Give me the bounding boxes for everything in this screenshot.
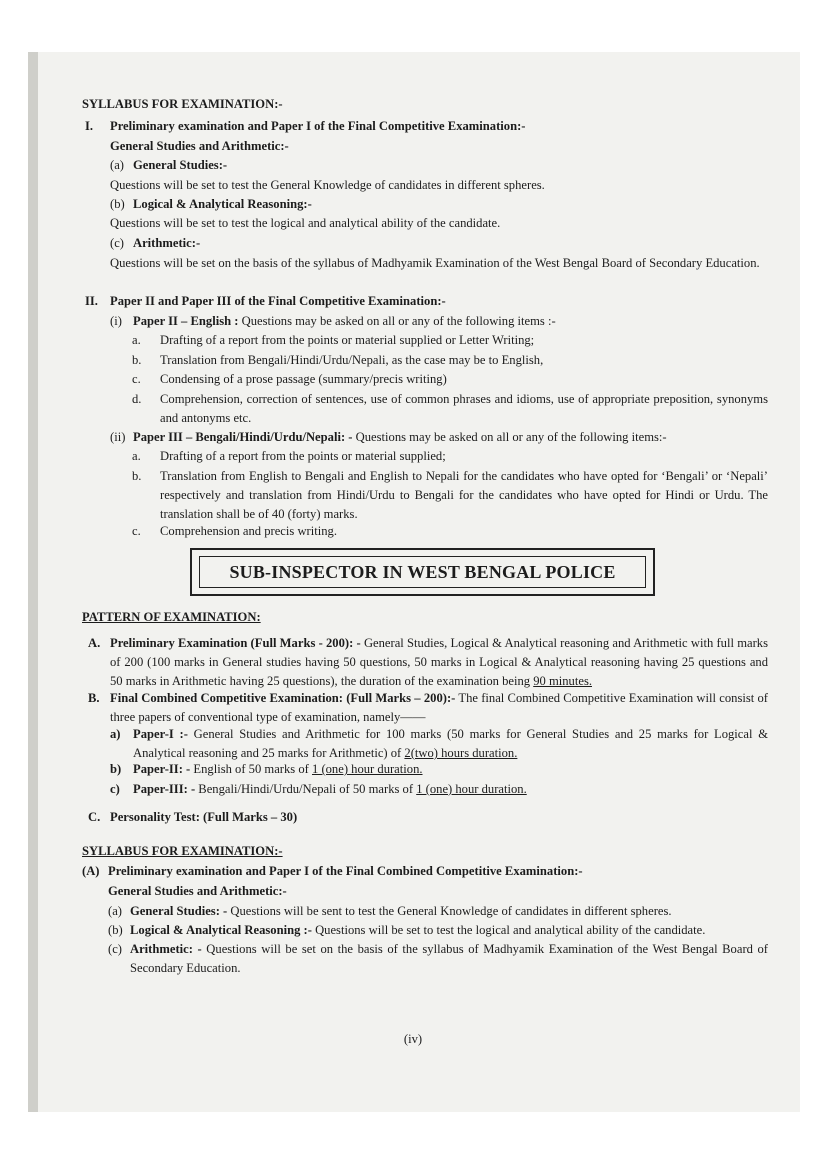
pattern-b-paragraph: [110, 689, 768, 727]
paper-ii-title: Paper II – English :: [133, 314, 239, 328]
paper-ii-label: (i): [110, 314, 122, 328]
pattern-c-title: Personality Test: (Full Marks – 30): [110, 810, 298, 824]
s2-item-b-label: (b): [108, 923, 123, 937]
paper-ii-intro: Questions may be asked on all or any of the following items :-: [241, 314, 556, 328]
paper-iii-line: [133, 428, 667, 447]
title-box-text: SUB-INSPECTOR IN WEST BENGAL POLICE: [199, 556, 646, 588]
section-i-number: I.: [85, 119, 94, 133]
s2-item-b-line: [130, 921, 705, 940]
item-a-label: (a): [110, 158, 124, 172]
paper-iii-item-b-text: Translation from English to Bengali and English to Nepali for the candidates who have opted for ‘Bengali’ or ‘Nepali’ respectively and translation from Hindi/Urdu to Bengali for the candidates who have opted for Hindi or Urdu. The translation shall be of 40 (forty) marks.: [160, 469, 768, 521]
pattern-c-label: C.: [88, 810, 101, 824]
pattern-b-text: The final Combined Competitive Examination will consist of three papers of conventional type of examination, namely——: [110, 691, 768, 724]
paper-ii-item-d-text: Comprehension, correction of sentences, use of common phrases and idioms, use of appropriate preposition, synonyms and antonyms etc.: [160, 392, 768, 425]
s2-a-title: Preliminary examination and Paper I of the Final Combined Competitive Examination:-: [108, 864, 583, 878]
paper-ii-item-b-label: b.: [132, 353, 142, 367]
paper-ii-item-d-label: d.: [132, 392, 142, 406]
s2-item-b-text: Questions will be set to test the logical and analytical ability of the candidate.: [315, 923, 706, 937]
s2-item-b-title: Logical & Analytical Reasoning :-: [130, 923, 312, 937]
paper-iii-item-a-label: a.: [132, 449, 141, 463]
pattern-a-text: General Studies, Logical & Analytical reasoning and Arithmetic with full marks of 200 (100 marks in General studies having 50 questions, 50 marks in Logical & Analytical reasoning having 25 questions and 50 marks in Arithmetic having 25 questions), the duration of the examination being: [110, 636, 768, 688]
s2-item-c-text: Questions will be set on the basis of the syllabus of Madhyamik Examination of the West Bengal Board of Secondary Education.: [130, 942, 768, 975]
paper-iii-intro: Questions may be asked on all or any of the following items:-: [355, 430, 667, 444]
paper-ii-pattern-line: [133, 760, 423, 779]
pattern-b-label: B.: [88, 691, 100, 705]
s2-item-c-title: Arithmetic: -: [130, 942, 202, 956]
page-number: (iv): [403, 1032, 423, 1046]
section-i-title: Preliminary examination and Paper I of the Final Competitive Examination:-: [110, 119, 526, 133]
s2-item-a-label: (a): [108, 904, 122, 918]
paper-iii-item-b-label: b.: [132, 469, 142, 483]
paper-i-duration: 2(two) hours duration.: [404, 746, 518, 760]
pattern-b-title: Final Combined Competitive Examination: (Full Marks – 200):-: [110, 691, 456, 705]
section-ii-title: Paper II and Paper III of the Final Competitive Examination:-: [110, 294, 446, 308]
paper-ii-line: [133, 312, 556, 331]
item-c-label: (c): [110, 236, 124, 250]
item-a-text: Questions will be set to test the General Knowledge of candidates in different spheres.: [110, 178, 545, 192]
paper-i-text: General Studies and Arithmetic for 100 marks (50 marks for General Studies and 25 marks for Logical & Analytical reasoning and 25 marks for Arithmetic) of: [133, 727, 768, 760]
item-b-title: Logical & Analytical Reasoning:-: [133, 197, 312, 211]
pattern-a-duration: 90 minutes.: [533, 674, 592, 688]
paper-iii-pattern-duration: 1 (one) hour duration.: [416, 782, 527, 796]
s2-item-c-paragraph: [130, 940, 768, 978]
gs-arith-subheading: General Studies and Arithmetic:-: [110, 139, 289, 153]
paper-iii-pattern-label: c): [110, 782, 120, 796]
s2-gs-arith-subheading: General Studies and Arithmetic:-: [108, 884, 287, 898]
paper-i-label: a): [110, 727, 121, 741]
item-c-title: Arithmetic:-: [133, 236, 201, 250]
pattern-a-title: Preliminary Examination (Full Marks - 200): -: [110, 636, 361, 650]
syllabus-heading-2: SYLLABUS FOR EXAMINATION:-: [82, 844, 283, 858]
paper-iii-item-c-label: c.: [132, 524, 141, 538]
pattern-a-paragraph: [110, 634, 768, 691]
s2-item-a-text: Questions will be sent to test the General Knowledge of candidates in different spheres.: [230, 904, 672, 918]
section-ii-number: II.: [85, 294, 98, 308]
paper-ii-pattern-title: Paper-II: -: [133, 762, 191, 776]
paper-ii-pattern-label: b): [110, 762, 122, 776]
paper-i-title: Paper-I :-: [133, 727, 188, 741]
paper-ii-item-c-label: c.: [132, 372, 141, 386]
paper-ii-item-a-label: a.: [132, 333, 141, 347]
s2-item-a-title: General Studies: -: [130, 904, 228, 918]
s2-a-label: (A): [82, 864, 100, 878]
item-b-text: Questions will be set to test the logical and analytical ability of the candidate.: [110, 216, 501, 230]
paper-ii-item-c-text: Condensing of a prose passage (summary/precis writing): [160, 372, 447, 386]
paper-ii-item-a-text: Drafting of a report from the points or material supplied or Letter Writing;: [160, 333, 535, 347]
item-a-title: General Studies:-: [133, 158, 228, 172]
syllabus-heading: SYLLABUS FOR EXAMINATION:-: [82, 97, 283, 111]
paper-ii-pattern-duration: 1 (one) hour duration.: [312, 762, 423, 776]
paper-iii-item-a-text: Drafting of a report from the points or material supplied;: [160, 449, 446, 463]
paper-ii-item-b-text: Translation from Bengali/Hindi/Urdu/Nepali, as the case may be to English,: [160, 353, 544, 367]
item-b-label: (b): [110, 197, 125, 211]
title-box: [190, 548, 655, 596]
paper-i-paragraph: [133, 725, 768, 763]
paper-iii-item-c-text: Comprehension and precis writing.: [160, 524, 337, 538]
item-c-text: Questions will be set on the basis of the syllabus of Madhyamik Examination of the West Bengal Board of Secondary Education.: [110, 256, 760, 270]
s2-item-c-label: (c): [108, 942, 122, 956]
pattern-a-label: A.: [88, 636, 101, 650]
pattern-heading: PATTERN OF EXAMINATION:: [82, 610, 261, 624]
paper-iii-label: (ii): [110, 430, 126, 444]
s2-item-a-line: [130, 902, 672, 921]
paper-iii-pattern-text: Bengali/Hindi/Urdu/Nepali of 50 marks of: [198, 782, 414, 796]
paper-iii-pattern-title: Paper-III: -: [133, 782, 196, 796]
paper-iii-pattern-line: [133, 780, 527, 799]
paper-iii-title: Paper III – Bengali/Hindi/Urdu/Nepali: -: [133, 430, 353, 444]
paper-ii-pattern-text: English of 50 marks of: [193, 762, 309, 776]
